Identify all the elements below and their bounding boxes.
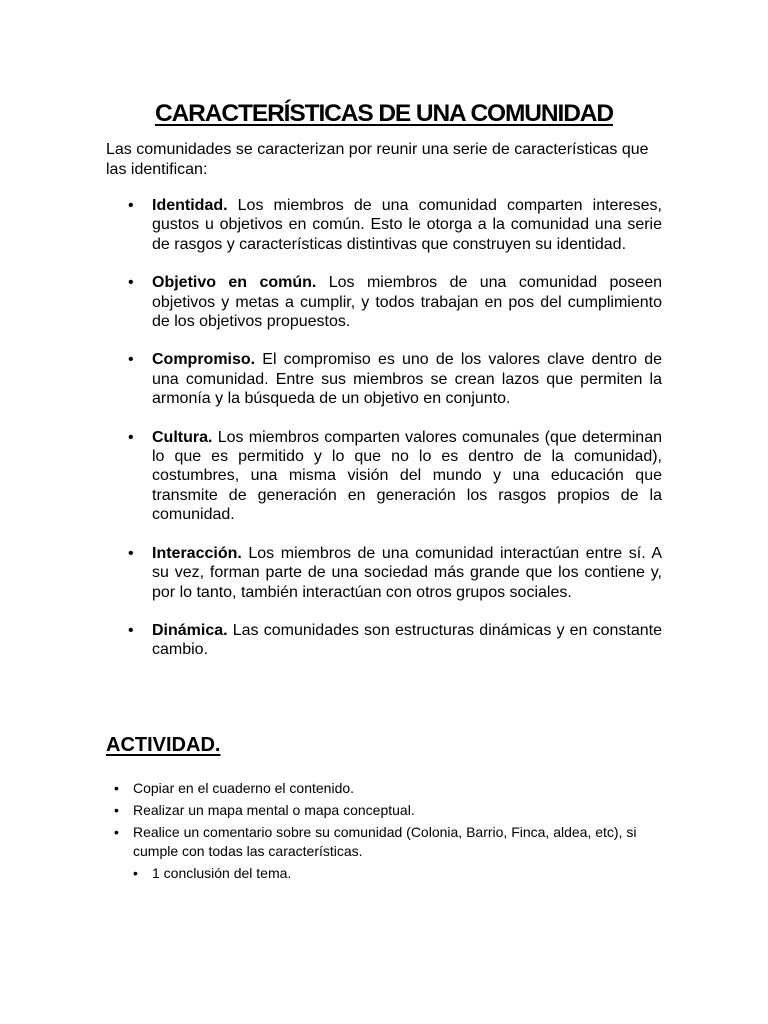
bullet-icon: • <box>128 197 134 214</box>
characteristic-term: Dinámica. <box>152 621 228 639</box>
bullet-icon: • <box>133 865 138 881</box>
activity-task-text: Realice un comentario sobre su comunidad (Colonia, Barrio, Finca, aldea, etc), si cumple con todas las características. <box>133 824 637 859</box>
characteristic-text: Los miembros de una comunidad poseen objetivos y metas a cumplir, y todos trabajan en pos del cumplimiento de los objetivos propuestos. <box>152 274 662 331</box>
bullet-icon: • <box>128 274 134 292</box>
activity-task <box>114 823 673 861</box>
bullet-icon: • <box>128 544 134 562</box>
characteristics-list <box>0 196 768 679</box>
activity-subtask <box>133 864 692 883</box>
bullet-icon: • <box>114 824 119 840</box>
characteristic-interaccion <box>128 544 662 602</box>
activity-task-text: Copiar en el cuaderno el contenido. <box>133 780 355 796</box>
activity-task <box>114 779 673 798</box>
characteristic-identidad <box>128 196 662 254</box>
characteristic-text: El compromiso es uno de los valores clave dentro de una comunidad. Entre sus miembros se crean lazos que permiten la armonía y la búsqueda de un objetivo en conjunto. <box>152 351 662 408</box>
characteristic-term: Cultura. <box>152 428 213 446</box>
bullet-icon: • <box>128 621 134 639</box>
bullet-icon: • <box>114 802 119 818</box>
intro-paragraph: Las comunidades se caracterizan por reunir una serie de características que las identifican: <box>106 141 649 178</box>
characteristic-term: Objetivo en común. <box>152 274 317 292</box>
bullet-icon: • <box>128 428 134 446</box>
characteristic-term: Interacción. <box>152 544 242 562</box>
activity-task-list <box>0 779 768 886</box>
activity-heading: ACTIVIDAD. <box>106 734 221 756</box>
characteristic-text: Las comunidades son estructuras dinámicas y en constante cambio. <box>152 621 662 659</box>
document-title-text: CARACTERÍSTICAS DE UNA COMUNIDAD <box>155 100 613 127</box>
characteristic-text: Los miembros comparten valores comunales (que determinan lo que es permitido y lo que no lo es dentro de la comunidad), costumbres, una misma visión del mundo y una educación que transmite de generación en generación los rasgos propios de la comunidad. <box>152 428 662 524</box>
activity-task <box>114 801 673 820</box>
document-title <box>0 92 768 129</box>
characteristic-term: Compromiso. <box>152 351 256 369</box>
activity-subtask-text: 1 conclusión del tema. <box>152 865 292 881</box>
characteristic-cultura <box>128 428 662 525</box>
characteristic-compromiso <box>128 350 662 408</box>
characteristic-dinamica <box>128 621 662 660</box>
bullet-icon: • <box>128 351 134 369</box>
characteristic-objetivo <box>128 273 662 331</box>
activity-task-text: Realizar un mapa mental o mapa conceptual. <box>133 802 415 818</box>
characteristic-text: Los miembros de una comunidad interactúan entre sí. A su vez, forman parte de una sociedad más grande que los contiene y, por lo tanto, también interactúan con otros grupos sociales. <box>152 544 662 601</box>
bullet-icon: • <box>114 780 119 796</box>
characteristic-term: Identidad. <box>152 197 228 214</box>
characteristic-text: Los miembros de una comunidad comparten intereses, gustos u objetivos en común. Esto le otorga a la comunidad una serie de rasgos y características distintivas que construyen su identidad. <box>152 197 662 253</box>
